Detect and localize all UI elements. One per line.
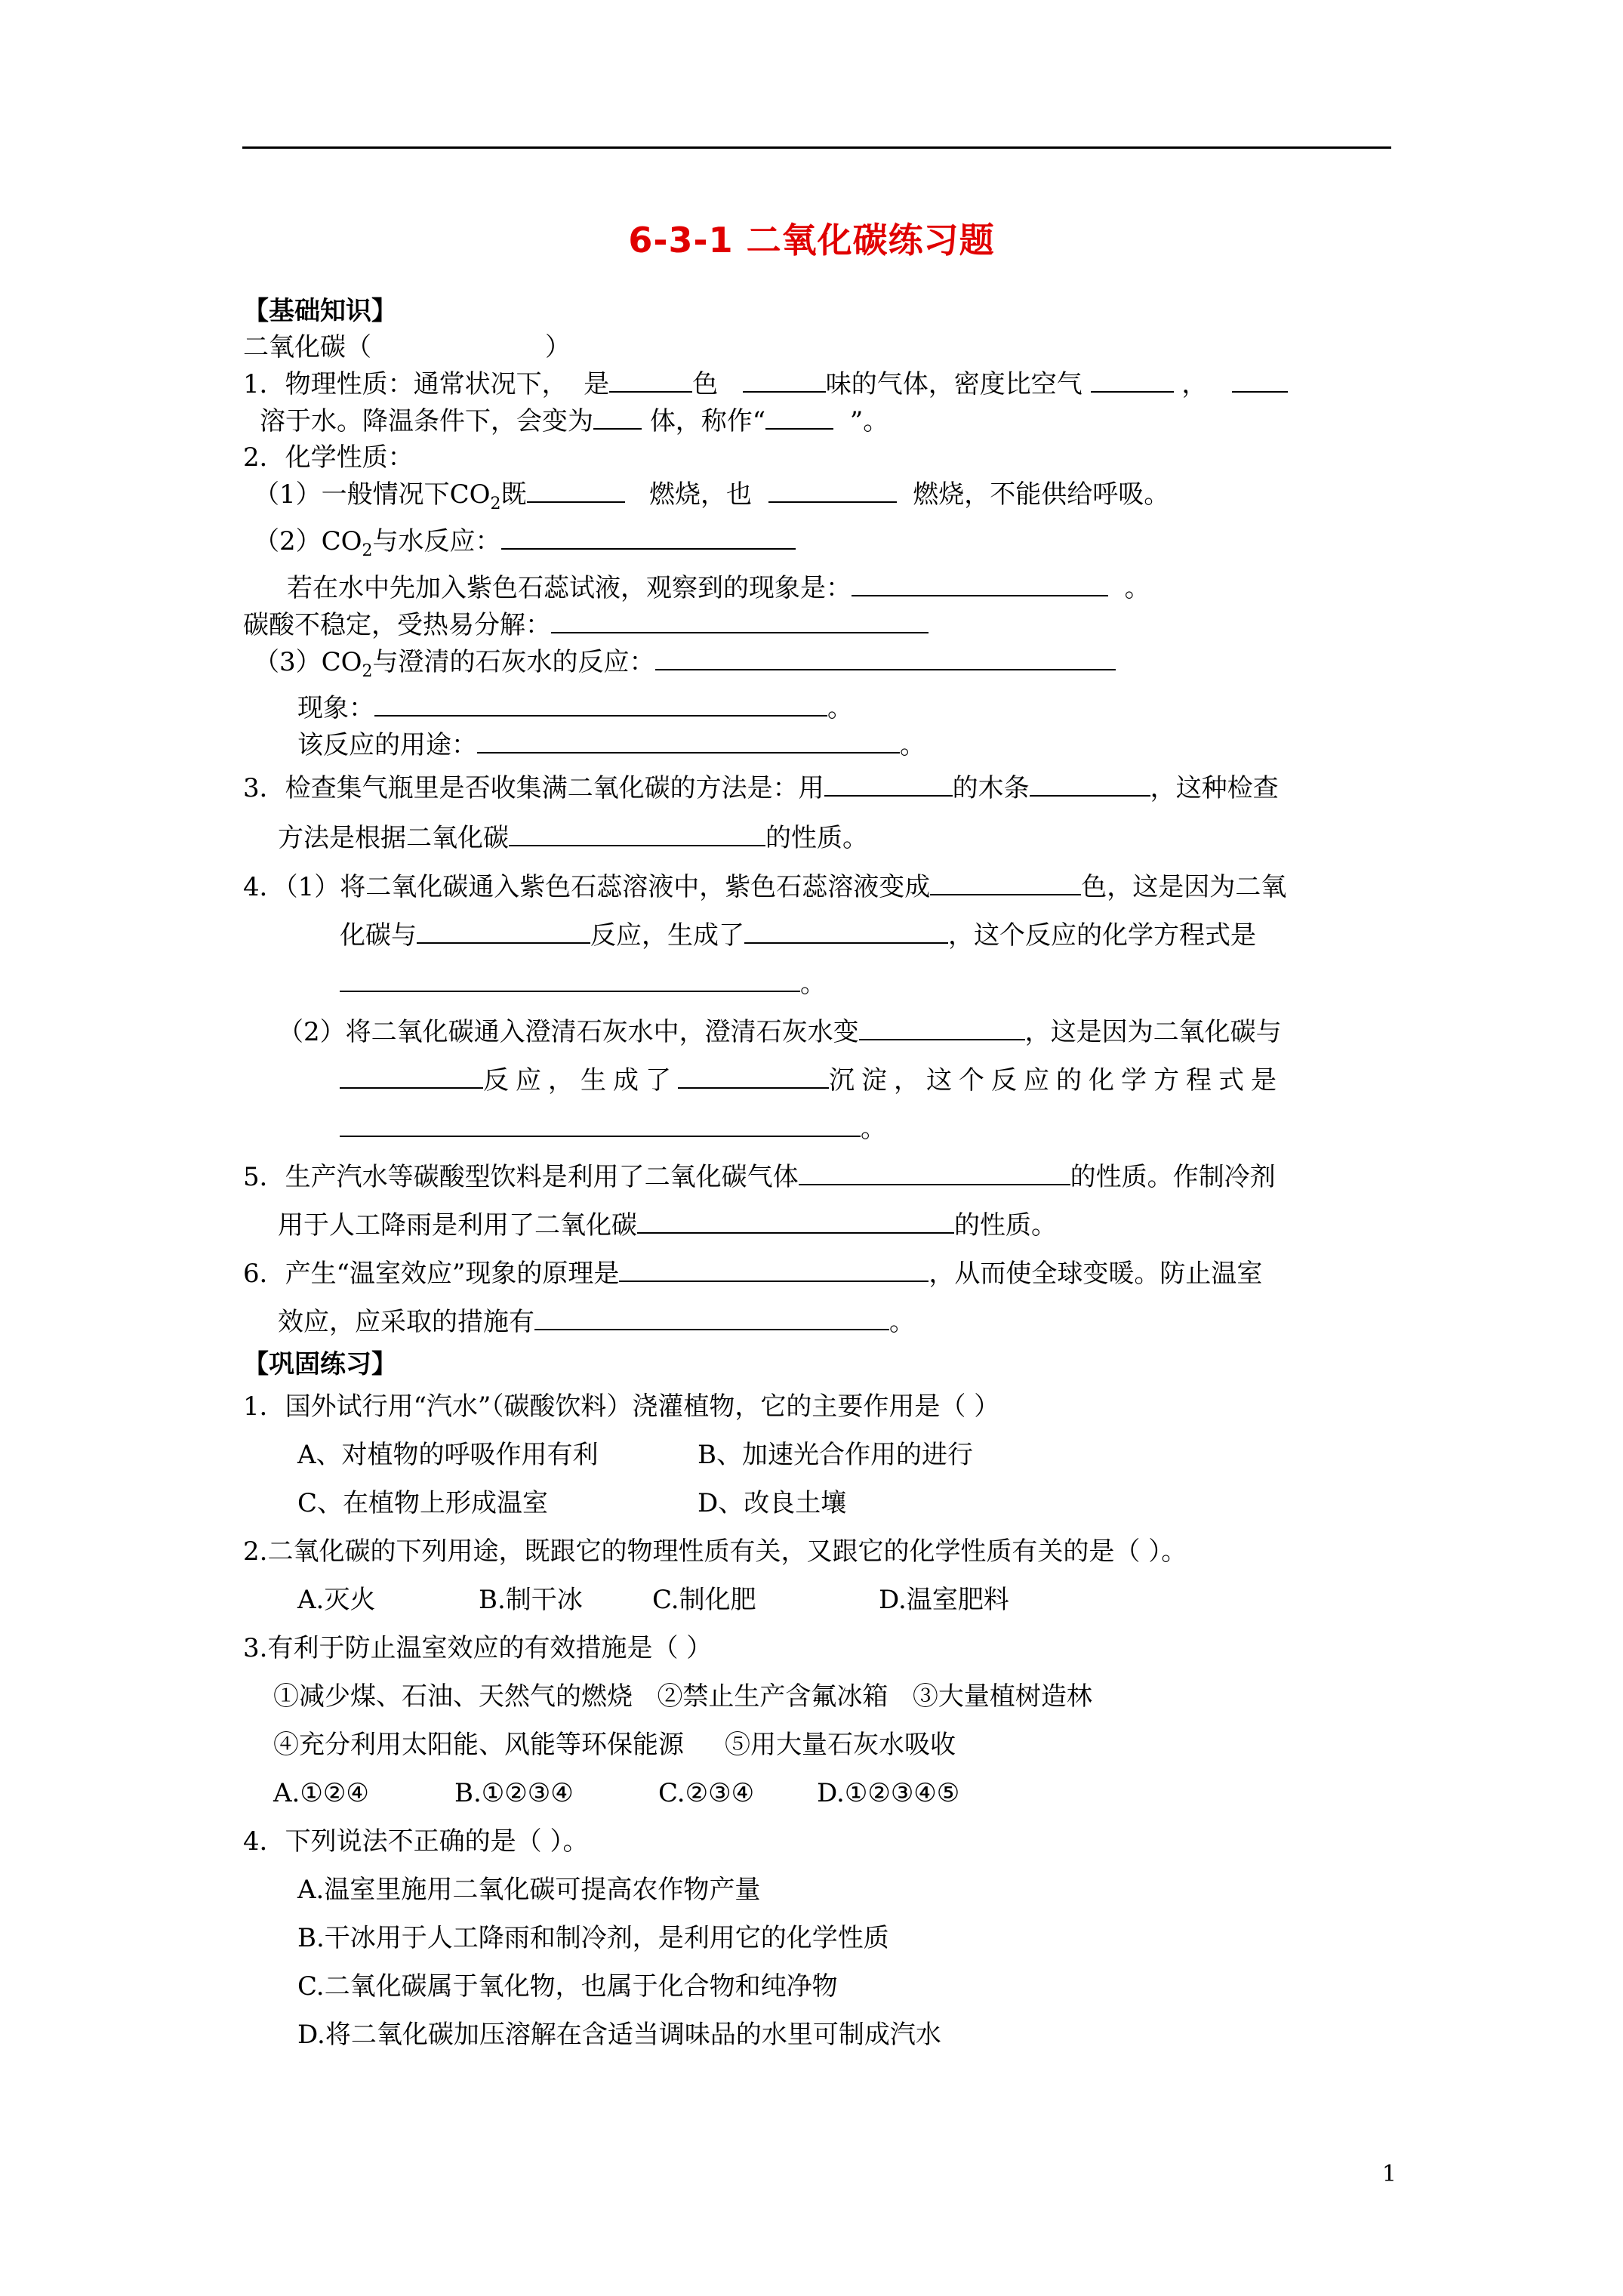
- practice-1-options-row-2: [243, 1479, 1390, 1527]
- option-d[interactable]: D、改良土壤: [698, 1488, 847, 1519]
- question-2-part-2: $(2)CO_2$与水反应：: [243, 522, 1390, 569]
- page-number: 1: [1381, 2161, 1397, 2187]
- question-3-line-1: 3．检查集气瓶里是否收集满二氧化碳的方法是：用 的木条 ，这种检查: [243, 763, 1390, 813]
- co2-heading: 二氧化碳（ ）: [243, 332, 571, 362]
- question-4-part-2-line-3: 。: [243, 1105, 1390, 1153]
- practice-2-question: 2.二氧化碳的下列用途，既跟它的物理性质有关，又跟它的化学性质有关的是（ ）。: [243, 1536, 1187, 1567]
- question-6-line-1: 6．产生“温室效应”现象的原理是 ，从而使全球变暖。防止温室: [243, 1250, 1390, 1298]
- answer-blank[interactable]: [374, 689, 827, 717]
- answer-blank[interactable]: [1091, 365, 1174, 393]
- practice-4-option-c[interactable]: C.二氧化碳属于氧化物，也属于化合物和纯净物: [297, 1971, 838, 2002]
- question-5-line-2: 用于人工降雨是利用了二氧化碳 的性质。: [243, 1201, 1390, 1250]
- answer-blank[interactable]: [527, 476, 625, 503]
- question-5-line-1: 5．生产汽水等碳酸型饮料是利用了二氧化碳气体 的性质。作制冷剂: [243, 1153, 1390, 1201]
- header-rule: [242, 146, 1391, 149]
- option-b[interactable]: B.制干冰: [479, 1585, 583, 1616]
- answer-blank[interactable]: [799, 1158, 1070, 1185]
- answer-blank[interactable]: [765, 402, 833, 430]
- answer-blank[interactable]: [678, 1062, 829, 1089]
- answer-blank[interactable]: [551, 606, 929, 633]
- option-d[interactable]: D.温室肥料: [879, 1585, 1009, 1616]
- question-4-part-2-line-1: （2）将二氧化碳通入澄清石灰水中，澄清石灰水变 ，这是因为二氧化碳与: [243, 1008, 1390, 1056]
- practice-3-options: [243, 1769, 1390, 1817]
- question-2-part-1: （1）一般情况下$CO_2$既 燃烧，也 燃烧，不能供给呼吸。: [243, 476, 1390, 522]
- answer-blank[interactable]: [534, 1303, 889, 1330]
- answer-blank[interactable]: [509, 819, 765, 846]
- question-2-usage: 该反应的用途： 。: [243, 726, 1390, 763]
- practice-3-question: 3.有利于防止温室效应的有效措施是（ ）: [243, 1633, 713, 1664]
- answer-blank[interactable]: [637, 1207, 954, 1234]
- answer-blank[interactable]: [930, 868, 1081, 895]
- answer-blank[interactable]: [340, 1110, 861, 1137]
- worksheet-body: [243, 293, 1390, 2059]
- question-4-part-1-line-3: 。: [243, 960, 1390, 1008]
- practice-2-options: [243, 1576, 1390, 1624]
- answer-blank[interactable]: [1030, 769, 1150, 797]
- page-title: 6-3-1 二氧化碳练习题: [628, 220, 995, 260]
- question-2-carbonic-acid: 碳酸不稳定，受热易分解：: [243, 606, 1390, 643]
- practice-4-option-b[interactable]: B.干冰用于人工降雨和制冷剂，是利用它的化学性质: [297, 1923, 889, 1954]
- option-c[interactable]: C、在植物上形成温室: [297, 1488, 549, 1519]
- answer-blank[interactable]: [619, 1255, 929, 1282]
- question-2-litmus: 若在水中先加入紫色石蕊试液，观察到的现象是： 。: [243, 569, 1390, 606]
- question-3-line-2: 方法是根据二氧化碳 的性质。: [243, 813, 1390, 863]
- answer-blank[interactable]: [859, 1013, 1025, 1040]
- practice-3-measures-row-2: ④充分利用太阳能、风能等环保能源 ⑤用大量石灰水吸收: [273, 1730, 956, 1761]
- question-4-part-1-line-2: 化碳与 反应，生成了 ，这个反应的化学方程式是: [243, 911, 1390, 960]
- answer-blank[interactable]: [744, 917, 948, 944]
- answer-blank[interactable]: [743, 365, 826, 393]
- answer-blank[interactable]: [609, 365, 692, 393]
- option-c[interactable]: C.制化肥: [652, 1585, 756, 1616]
- question-1-line-1: 1．物理性质：通常状况下， 是 色 味的气体，密度比空气 ，: [243, 365, 1390, 402]
- option-b[interactable]: B、加速光合作用的进行: [698, 1440, 973, 1471]
- question-2-part-3: $(3)CO_2$与澄清的石灰水的反应：: [243, 643, 1390, 690]
- question-6-line-2: 效应，应采取的措施有 。: [243, 1298, 1390, 1346]
- option-a[interactable]: A、对植物的呼吸作用有利: [297, 1440, 599, 1471]
- answer-blank[interactable]: [852, 569, 1108, 596]
- section-heading-basic: 【基础知识】: [243, 296, 397, 326]
- answer-blank[interactable]: [501, 522, 796, 550]
- option-b[interactable]: B.①②③④: [454, 1778, 574, 1809]
- answer-blank[interactable]: [824, 769, 953, 797]
- answer-blank[interactable]: [768, 476, 897, 503]
- answer-blank[interactable]: [417, 917, 590, 944]
- practice-4-option-d[interactable]: D.将二氧化碳加压溶解在含适当调味品的水里可制成汽水: [297, 2020, 941, 2051]
- practice-4-question: 4．下列说法不正确的是（ ）。: [243, 1826, 589, 1857]
- option-a[interactable]: A.灭火: [297, 1585, 376, 1616]
- practice-1-question: 1．国外试行用“汽水”（碳酸饮料）浇灌植物，它的主要作用是（ ）: [243, 1391, 1000, 1422]
- practice-3-measures-row-1: ①减少煤、石油、天然气的燃烧 ②禁止生产含氟冰箱 ③大量植树造林: [273, 1681, 1092, 1712]
- practice-4-option-a[interactable]: A.温室里施用二氧化碳可提高农作物产量: [297, 1875, 761, 1906]
- question-4-part-1-line-1: 4．（1）将二氧化碳通入紫色石蕊溶液中，紫色石蕊溶液变成 色，这是因为二氧: [243, 863, 1390, 911]
- option-c[interactable]: C.②③④: [658, 1778, 755, 1809]
- answer-blank[interactable]: [340, 965, 800, 992]
- option-a[interactable]: A.①②④: [273, 1778, 369, 1809]
- section-heading-practice: 【巩固练习】: [243, 1349, 397, 1380]
- answer-blank[interactable]: [477, 726, 900, 754]
- question-1-line-2: 溶于水。降温条件下，会变为 体，称作“ ”。: [243, 402, 1390, 439]
- answer-blank[interactable]: [655, 643, 1116, 670]
- practice-1-options-row-1: [243, 1431, 1390, 1479]
- option-d[interactable]: D.①②③④⑤: [817, 1778, 960, 1809]
- question-2-phenomenon: 现象： 。: [243, 689, 1390, 726]
- answer-blank[interactable]: [340, 1062, 483, 1089]
- question-2-heading: 2．化学性质：: [243, 442, 414, 473]
- answer-blank[interactable]: [593, 402, 642, 430]
- answer-blank[interactable]: [1232, 365, 1288, 393]
- question-4-part-2-line-2: 反应，生成了 沉淀，这个反应的化学方程式是: [243, 1056, 1390, 1105]
